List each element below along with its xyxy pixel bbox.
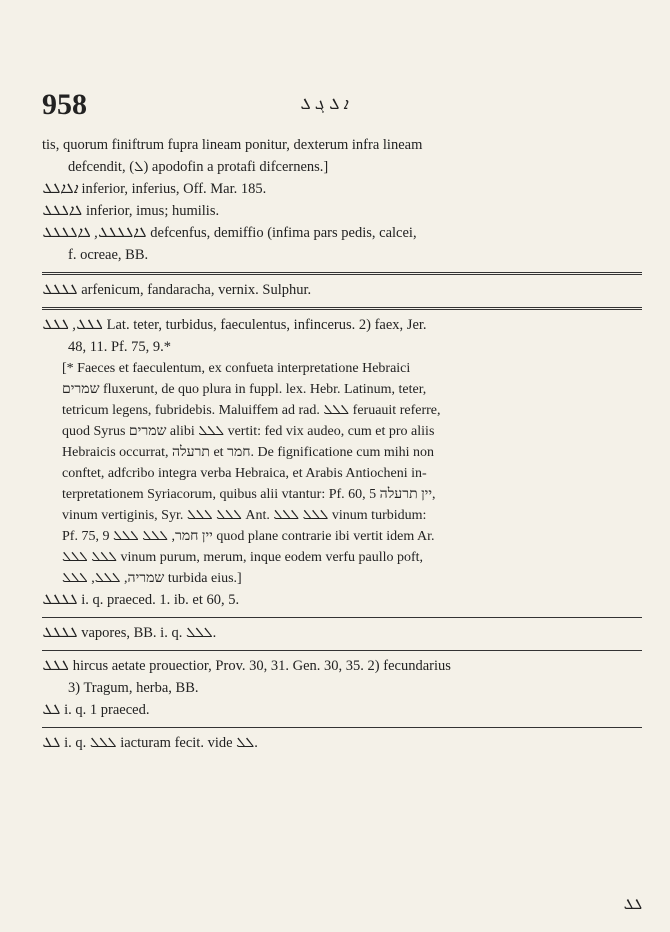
note-line: ܠܠܠ ܠܠܠ vinum purum, merum, inque eodem verfu paullo poft, <box>62 550 424 565</box>
entry-text: f. ocreae, BB. <box>68 247 149 263</box>
dictionary-entry <box>42 677 642 699</box>
entry-text: inferior, imus; humilis. <box>85 203 220 219</box>
running-head: ܐ ܠ ܓ ܠ <box>300 96 348 113</box>
entry-text: 3) Tragum, herba, BB. <box>68 680 199 696</box>
headword: ܠܠܠܠ <box>42 625 78 641</box>
entry-rule <box>42 272 642 275</box>
dictionary-entry <box>42 336 642 358</box>
entry-text: i. q. ܠܠܠ iacturam fecit. vide ܠܠ. <box>64 735 258 751</box>
note-line: Pf. 75, 9 יין חמר, ܠܠܠ ܠܠܠ quod plane contrarie ibi vertit idem Ar. <box>62 529 435 544</box>
entry-rule <box>42 617 642 618</box>
headword: ܠܠܠ, ܠܠܠ <box>42 317 103 333</box>
dictionary-entry <box>42 732 642 754</box>
page-footer <box>42 896 642 920</box>
page-header <box>42 88 642 122</box>
dictionary-entry <box>42 589 642 611</box>
dictionary-entry <box>42 279 642 301</box>
note-line: [* Faeces et faeculentum, ex confueta interpretatione Hebraici <box>62 361 411 376</box>
dictionary-entry <box>42 244 642 266</box>
note-line: terpretationem Syriacorum, quibus alii vtantur: Pf. 60, 5 יין תרעלה, <box>62 487 436 502</box>
note-line: שמרים fluxerunt, de quo plura in fuppl. lex. Hebr. Latinum, teter, <box>62 382 427 397</box>
entry-rule <box>42 727 642 728</box>
entry-text: i. q. 1 praeced. <box>64 702 150 718</box>
headword: ܠܐܠܠܠ <box>42 203 82 219</box>
entry-text: i. q. praeced. 1. ib. et 60, 5. <box>81 592 240 608</box>
entry-text: tis, quorum finiftrum fupra lineam ponitur, dexterum infra lineam <box>42 137 423 153</box>
catchword: ܠܠ <box>623 897 642 913</box>
note-line: vinum vertiginis, Syr. ܠܠܠ ܠܠܠ Ant. ܠܠܠ ܠܠܠ vinum turbidum: <box>62 508 427 523</box>
entry-text: hircus aetate prouectior, Prov. 30, 31. Gen. 30, 35. 2) fecundarius <box>72 658 451 674</box>
headword: ܠܠܠܠ <box>42 592 78 608</box>
dictionary-entry <box>42 699 642 721</box>
dictionary-entry <box>42 622 642 644</box>
note-line: Hebraicis occurrat, תרעלה et חמר. De fignificatione cum mihi non <box>62 445 435 460</box>
note-line: quod Syrus שמרים alibi ܠܠܠ vertit: fed vix audeo, cum et pro aliis <box>62 424 435 439</box>
entry-text: Lat. teter, turbidus, faeculentus, infincerus. 2) faex, Jer. <box>106 317 427 333</box>
entry-rule <box>42 307 642 310</box>
headword: ܠܠܠ <box>42 658 69 674</box>
dictionary-entry <box>42 222 642 244</box>
dictionary-entry <box>42 314 642 336</box>
note-line: שמריה, ܠܠܠ, ܠܠܠ turbida eius.] <box>62 571 242 586</box>
headword: ܐܠܐܠܠ <box>42 181 78 197</box>
entry-text: arfenicum, fandaracha, vernix. Sulphur. <box>81 282 312 298</box>
entry-text: 48, 11. Pf. 75, 9.* <box>68 339 171 355</box>
headword: ܠܠ <box>42 735 61 751</box>
page-number: 958 <box>42 88 87 121</box>
entries <box>42 134 642 754</box>
headword: ܠܠ <box>42 702 61 718</box>
entry-text: defcendit, (ܠ) apodofin a protafi difcernens.] <box>68 159 329 175</box>
note-line: tetricum legens, fubridebis. Maluiffem ad rad. ܠܠܠ feruauit referre, <box>62 403 441 418</box>
headword: ܠܐܠܠܠܠ, ܠܐܠܠܠܠ <box>42 225 147 241</box>
entry-rule <box>42 650 642 651</box>
dictionary-entry <box>42 200 642 222</box>
dictionary-entry <box>42 655 642 677</box>
entry-text: defcenfus, demiffio (infima pars pedis, calcei, <box>150 225 417 241</box>
entry-text: inferior, inferius, Off. Mar. 185. <box>81 181 267 197</box>
note-line: conftet, adfcribo integra verba Hebraica, et Arabis Antiocheni in- <box>62 466 427 481</box>
dictionary-entry <box>42 178 642 200</box>
headword: ܠܠܠܠ <box>42 282 78 298</box>
entry-text: vapores, BB. i. q. ܠܠܠ. <box>81 625 217 641</box>
dictionary-entry <box>42 134 642 156</box>
dictionary-entry <box>42 156 642 178</box>
